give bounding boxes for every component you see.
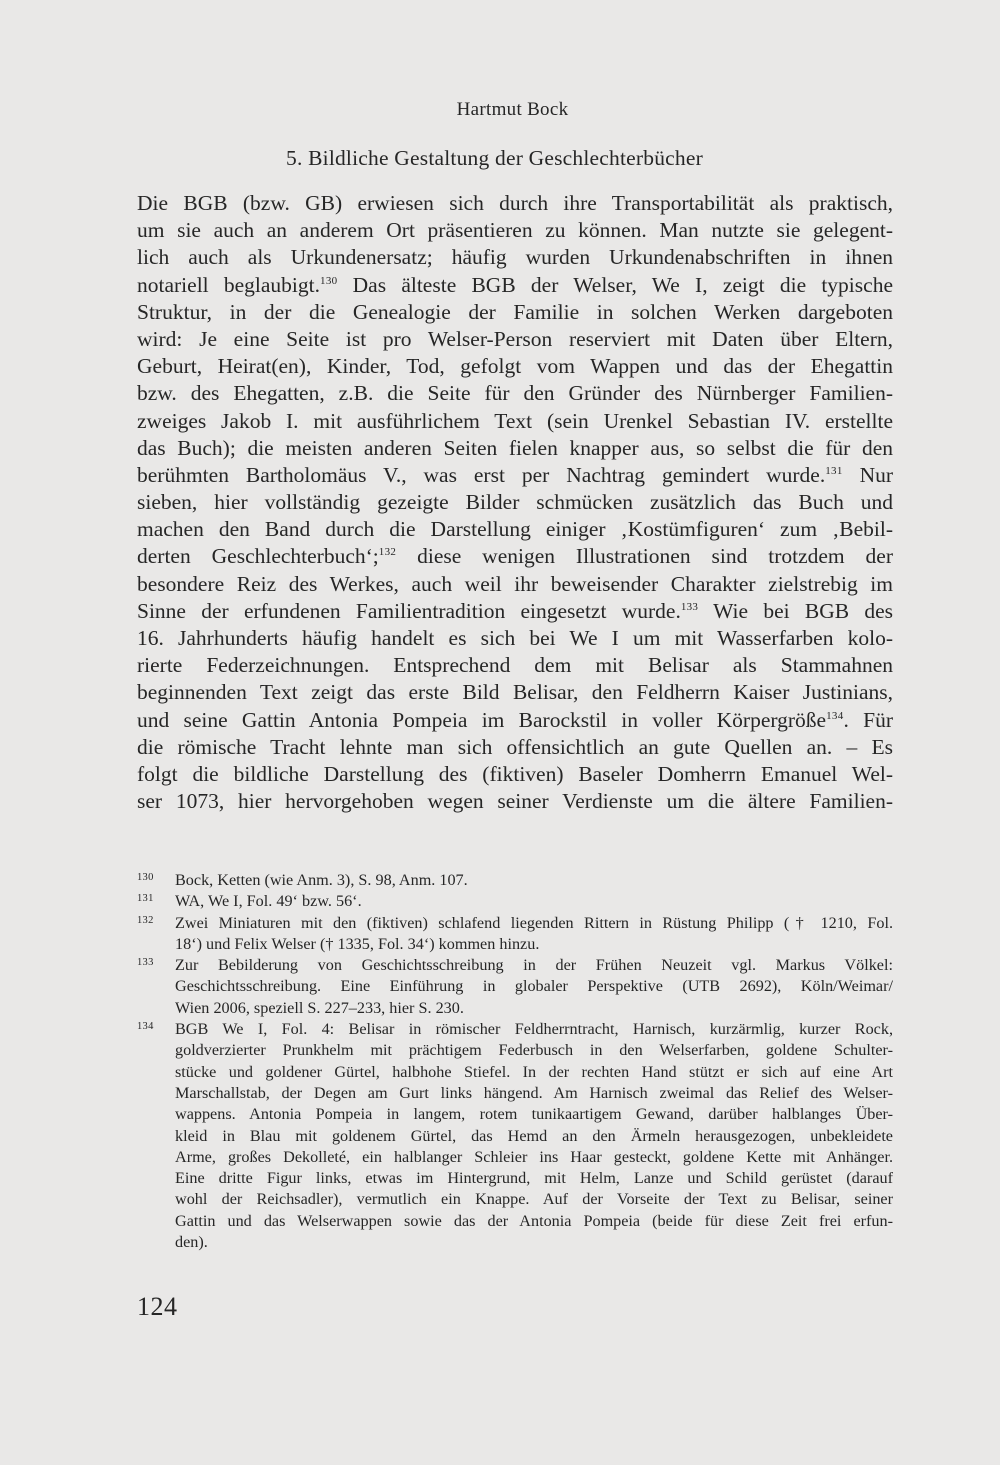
footnote-line: Bock, Ketten (wie Anm. 3), S. 98, Anm. 107. [175,871,468,889]
body-line: sieben, hier vollständig gezeigte Bilder schmücken zusätzlich das Buch und [137,490,893,515]
footnote [137,955,893,1019]
body-line: derten Geschlechterbuch‘;$^{132}$ diese wenigen Illustrationen sind trotzdem der [137,544,893,569]
body-line: beginnenden Text zeigt das erste Bild Belisar, den Feldherrn Kaiser Justinians, [137,680,893,705]
body-line: Geburt, Heirat(en), Kinder, Tod, gefolgt vom Wappen und das der Ehegattin [137,354,893,379]
footnote-ref: 131 [825,464,843,477]
body-line: das Buch); die meisten anderen Seiten fielen knapper aus, so selbst die für den [137,435,893,460]
footnote-line: wappens. Antonia Pompeia in langem, rotem tunikaartigem Gewand, darüber halblanges Über- [175,1105,893,1124]
footnote-line: 18‘) und Felix Welser († 1335, Fol. 34‘) kommen hinzu. [175,934,540,953]
footnote-line: Zur Bebilderung von Geschichtsschreibung in der Frühen Neuzeit vgl. Markus Völkel: [175,956,893,975]
footnote-line: Gattin und das Welserwappen sowie das der Antonia Pompeia (beide für diese Zeit frei erfun- [175,1211,893,1230]
body-line: bzw. des Ehegatten, z.B. die Seite für den Gründer des Nürnberger Familien- [137,381,893,406]
body-line: und seine Gattin Antonia Pompeia im Barockstil in voller Körpergröße$^{134}$. Für [137,707,893,732]
footnote-line: Marschallstab, der Degen am Gurt links hängend. Am Harnisch zweimal das Relief des Welser- [175,1083,893,1102]
footnote-line: stücke und goldener Gürtel, halbhohe Stiefel. In der rechten Hand stützt er sich auf eine Art [175,1062,893,1081]
footnote-line: BGB We I, Fol. 4: Belisar in römischer Feldherrntracht, Harnisch, kurzärmlig, kurzer Rock, [175,1020,893,1039]
running-head: Hartmut Bock [456,99,569,120]
footnote-line: Wien 2006, speziell S. 227–233, hier S. 230. [175,998,464,1017]
body-line: berühmten Bartholomäus V., was erst per Nachtrag gemindert wurde.$^{131}$ Nur [137,462,893,487]
body-line: notariell beglaubigt.$^{130}$ Das älteste BGB der Welser, We I, zeigt die typische [137,272,893,297]
body-line: folgt die bildliche Darstellung des (fiktiven) Baseler Domherrn Emanuel Wel- [137,761,893,786]
footnote-line: Arme, großes Dekolleté, ein halblanger Schleier ins Haar gesteckt, goldene Kette mit Anhänger. [175,1147,893,1166]
footnote-number: 133 [137,957,154,969]
body-line: lich auch als Urkundenersatz; häufig wurden Urkundenabschriften in ihnen [137,245,893,270]
footnote-ref: 134 [826,709,844,722]
body-line: Struktur, in der die Genealogie der Familie in solchen Werken dargeboten [137,299,893,324]
footnote-ref: 132 [378,546,397,559]
body-line: wird: Je eine Seite ist pro Welser-Person reserviert mit Daten über Eltern, [137,326,893,351]
body-line: die römische Tracht lehnte man sich offensichtlich an gute Quellen an. – Es [137,734,893,759]
footnote-line: den). [175,1233,208,1252]
footnotes [137,870,893,1253]
footnote-line: WA, We I, Fol. 49‘ bzw. 56‘. [175,892,362,911]
body-line: Sinne der erfundenen Familientradition eingesetzt wurde.$^{133}$ Wie bei BGB des [137,598,893,623]
section-heading: 5. Bildliche Gestaltung der Geschlechterbücher [286,146,703,170]
footnote-line: Eine dritte Figur links, etwas im Hintergrund, mit Helm, Lanze und Schild gerüstet (darauf [175,1169,893,1188]
footnote-number: 130 [137,872,154,883]
footnote [137,870,893,891]
footnote-line: wohl der Reichsadler), vermutlich ein Knappe. Auf der Vorseite der Text zu Belisar, seiner [175,1190,893,1209]
body-line: 16. Jahrhunderts häufig handelt es sich bei We I um mit Wasserfarben kolo- [137,626,893,650]
footnote [137,1019,893,1253]
body-line: um sie auch an anderem Ort präsentieren zu können. Man nutzte sie gelegent- [137,218,893,243]
footnote-line: kleid in Blau mit goldenem Gürtel, das Hemd an den Ärmeln herausgezogen, unbekleidete [175,1126,893,1145]
footnote [137,891,893,912]
footnote-line: Zwei Miniaturen mit den (fiktiven) schlafend liegenden Rittern in Rüstung Philipp († 1210, Fol. [175,913,893,932]
body-line: besondere Reiz des Werkes, auch weil ihr beweisender Charakter zielstrebig im [137,571,893,596]
footnote-number: 131 [137,893,154,905]
body-line: ser 1073, hier hervorgehoben wegen seiner Verdienste um die ältere Familien- [137,789,893,814]
footnote-number: 134 [137,1021,154,1033]
footnote-ref: 133 [680,600,699,613]
body-text [137,190,893,815]
footnote-line: goldverzierter Prunkhelm mit prächtigem Federbusch in den Welserfarben, goldene Schulter- [175,1041,893,1060]
body-line: rierte Federzeichnungen. Entsprechend dem mit Belisar als Stammahnen [137,653,893,678]
footnote-line: Geschichtsschreibung. Eine Einführung in globaler Perspektive (UTB 2692), Köln/Weimar/ [175,977,893,996]
footnote-ref: 130 [320,274,338,287]
body-line: Die BGB (bzw. GB) erwiesen sich durch ihre Transportabilität als praktisch, [137,191,893,215]
body-line: zweiges Jakob I. mit ausführlichem Text (sein Urenkel Sebastian IV. erstellte [137,408,893,433]
footnote-number: 132 [137,914,154,926]
footnote [137,913,893,956]
body-line: machen den Band durch die Darstellung einiger ‚Kostümfiguren‘ zum ‚Bebil- [137,517,893,542]
page-number: 124 [137,1292,178,1321]
